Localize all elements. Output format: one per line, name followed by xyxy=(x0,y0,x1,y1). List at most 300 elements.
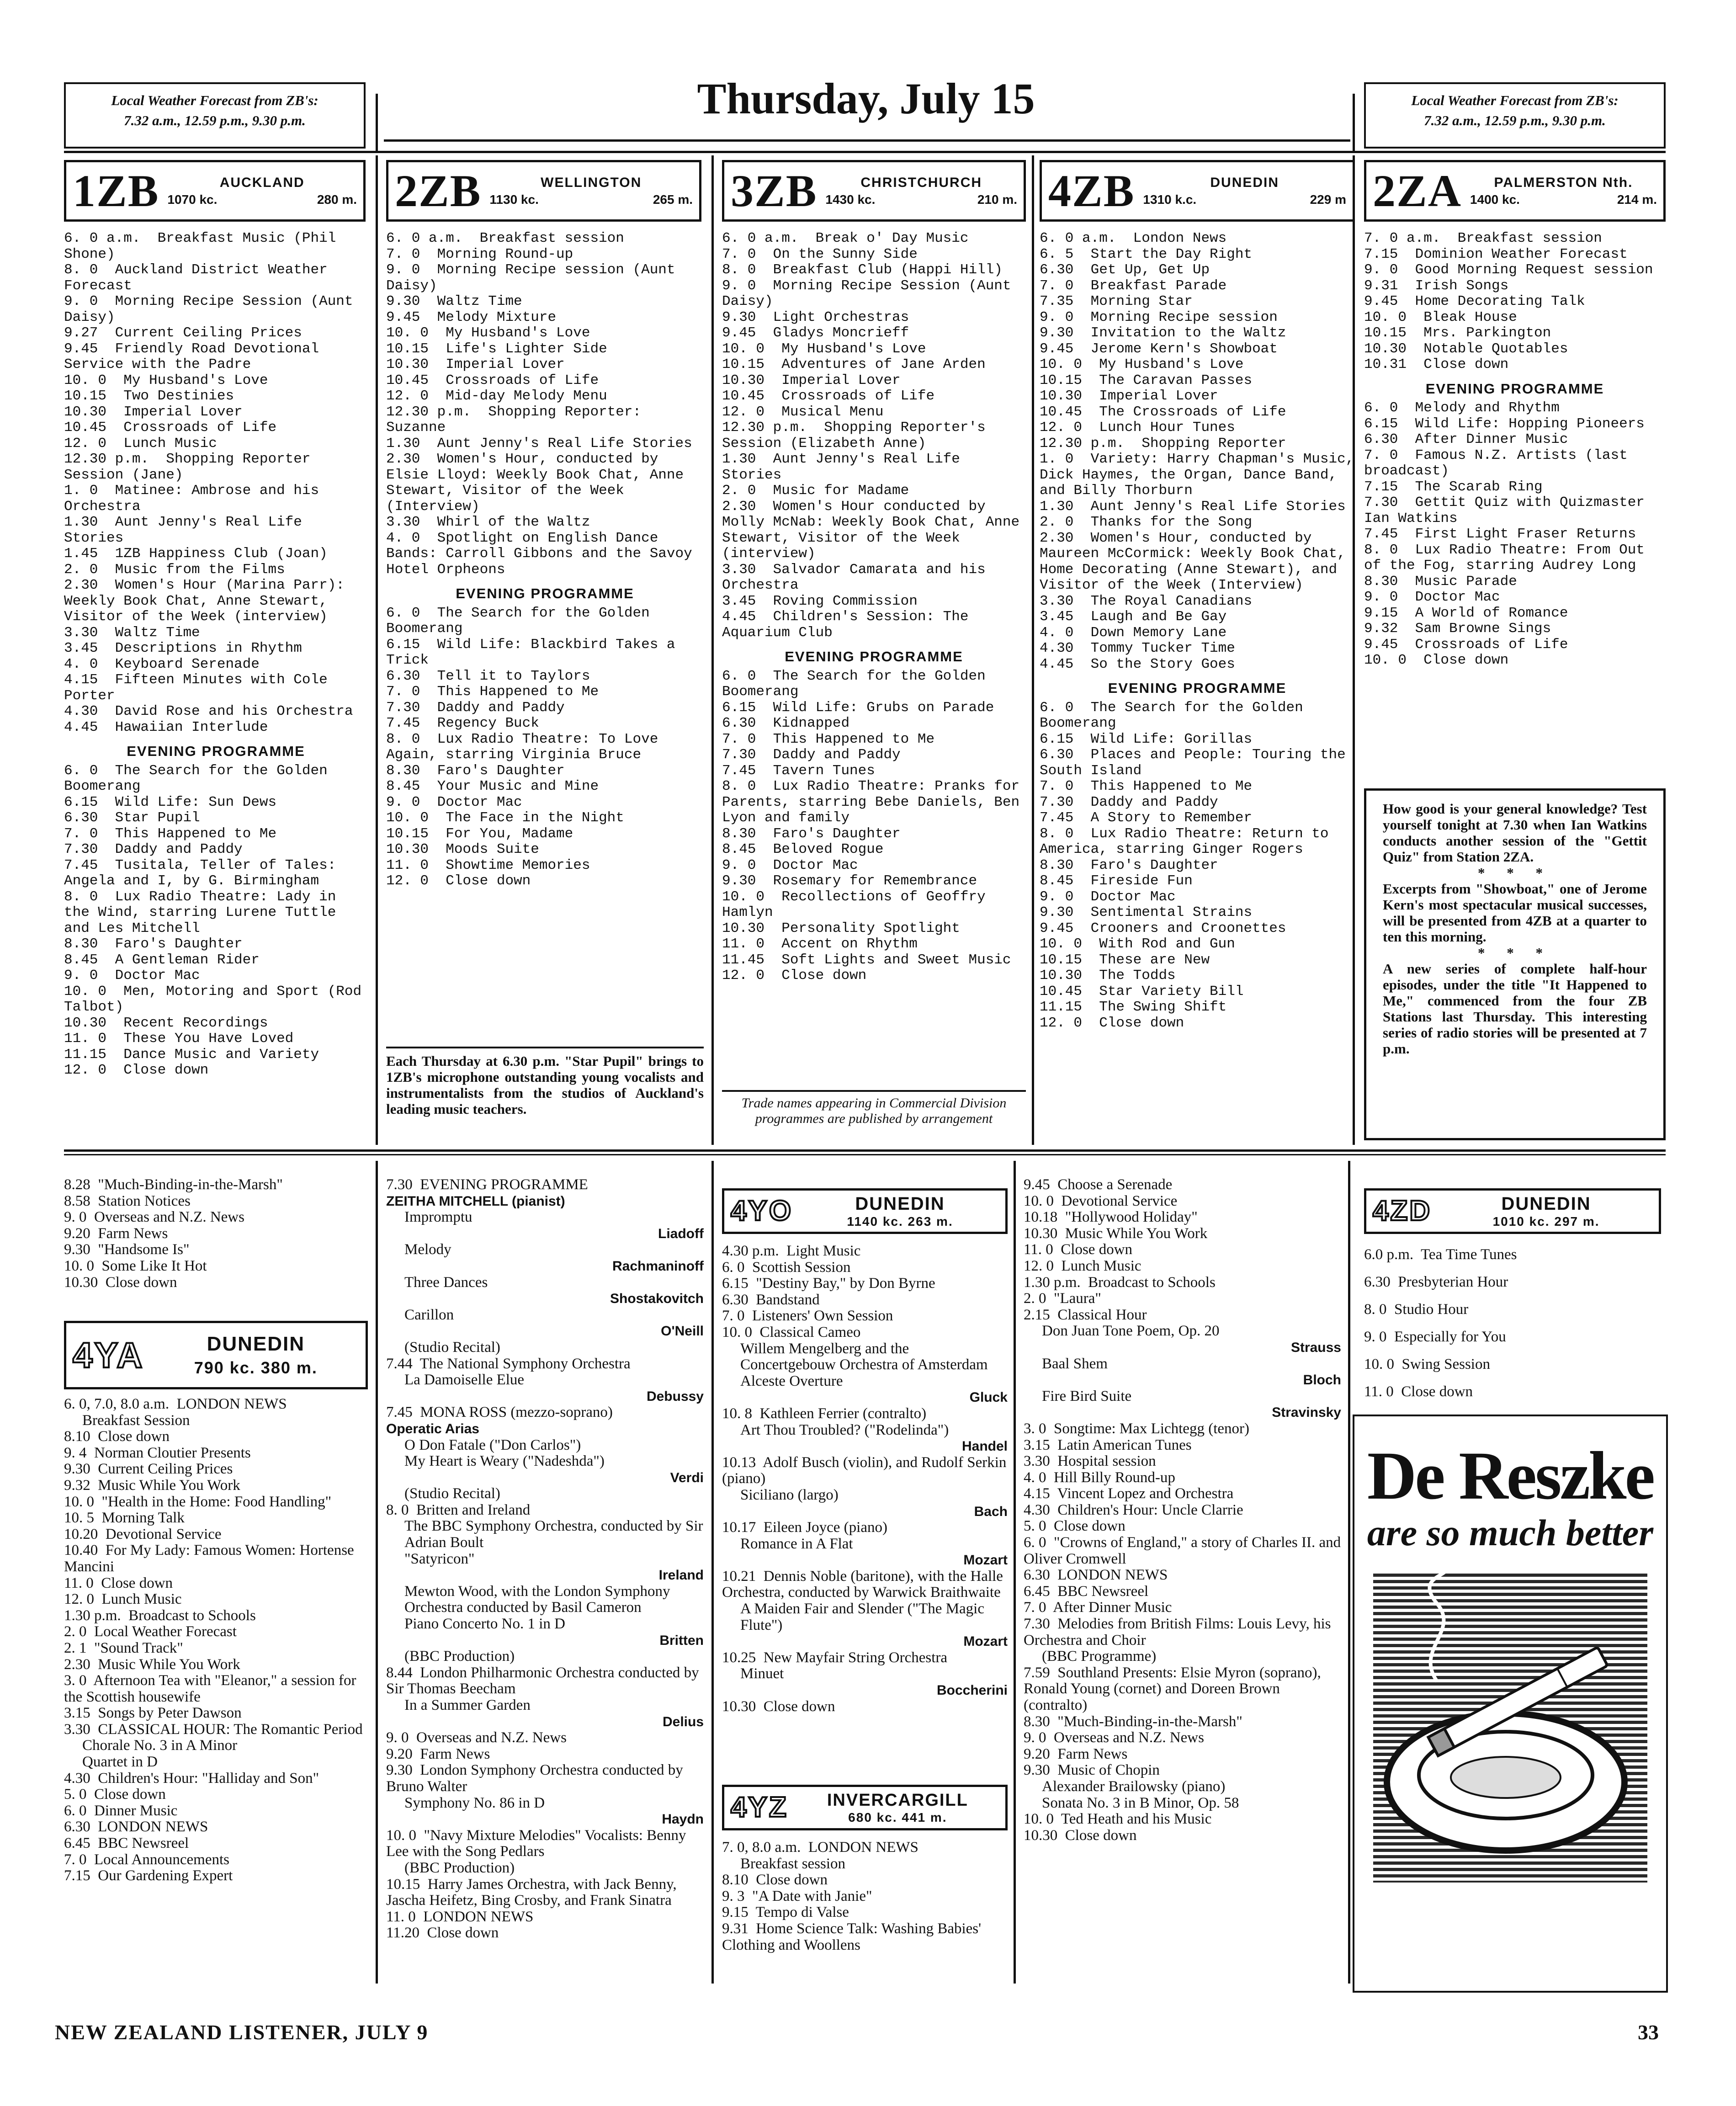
schedule-entry: 1. 0 Variety: Harry Chapman's Music, Dick Haymes, the Organ, Dance Band, and Billy Thorburn xyxy=(1040,451,1363,499)
schedule-4zd xyxy=(1364,1241,1661,1405)
schedule-entry: 5. 0 Close down xyxy=(64,1786,166,1803)
schedule-entry: 10. 0 Recollections of Geoffry Hamlyn xyxy=(722,888,994,920)
schedule-entry: 8.30 Faro's Daughter xyxy=(1040,857,1218,873)
station-callsign: 4YZ xyxy=(731,1792,788,1823)
composer-name: Rachmaninoff xyxy=(612,1258,704,1274)
schedule-entry: 9.30 London Symphony Orchestra conducted by Bruno Walter xyxy=(386,1762,687,1795)
schedule-entry: 10.15 For You, Madame xyxy=(386,825,573,842)
schedule-detail: Impromptu xyxy=(404,1209,472,1226)
schedule-entry: 12. 0 Close down xyxy=(722,968,867,984)
schedule-entry: 11. 0 LONDON NEWS xyxy=(386,1908,534,1925)
schedule-entry: 6.30 Kidnapped xyxy=(722,715,850,731)
schedule-entry: 9. 4 Norman Cloutier Presents xyxy=(64,1444,251,1461)
schedule-entry: 3.30 The Royal Canadians xyxy=(1040,593,1253,609)
schedule-entry: 10.45 Crossroads of Life xyxy=(722,388,935,404)
station-city: WELLINGTON xyxy=(541,175,642,190)
schedule-entry: 1.30 p.m. Broadcast to Schools xyxy=(64,1607,256,1624)
schedule-entry: 9.30 Light Orchestras xyxy=(722,309,909,325)
schedule-entry: 11.20 Close down xyxy=(386,1925,499,1941)
schedule-entry: 10. 0 Bleak House xyxy=(1364,309,1517,325)
schedule-entry: 8. 0 Breakfast Club (Happi Hill) xyxy=(722,262,1003,278)
schedule-entry: 6. 0 Dinner Music xyxy=(64,1802,178,1819)
schedule-entry: 10.15 Mrs. Parkington xyxy=(1364,325,1551,341)
schedule-entry: 7. 0 a.m. Breakfast session xyxy=(1364,230,1602,246)
schedule-detail: Three Dances xyxy=(404,1274,488,1291)
schedule-entry: 6. 0 Scottish Session xyxy=(722,1259,851,1276)
schedule-entry: 10. 0 Swing Session xyxy=(1364,1356,1490,1372)
composer-name: Haydn xyxy=(662,1812,704,1827)
schedule-entry: 7.45 First Light Fraser Returns xyxy=(1364,526,1636,542)
schedule-entry: 7.15 Dominion Weather Forecast xyxy=(1364,246,1628,262)
schedule-detail: Chorale No. 3 in A Minor xyxy=(82,1737,238,1754)
schedule-entry: 4.45 Children's Session: The Aquarium Club xyxy=(722,609,977,641)
station-box-4zd xyxy=(1364,1188,1661,1234)
schedule-entry: 6.45 BBC Newsreel xyxy=(64,1835,189,1852)
schedule-entry: 10.45 Crossroads of Life xyxy=(64,420,277,436)
station-box-4ya xyxy=(64,1321,368,1389)
schedule-entry: 11. 0 These You Have Loved xyxy=(64,1031,294,1047)
schedule-entry: 8. 0 Auckland District Weather Forecast xyxy=(64,262,336,294)
schedule-entry: 12. 0 Mid-day Melody Menu xyxy=(386,388,607,404)
note-separator: * * * xyxy=(1478,865,1552,881)
schedule-entry: 9.30 Sentimental Strains xyxy=(1040,904,1253,920)
schedule-entry: 12. 0 Close down xyxy=(386,873,531,889)
station-box-3zb xyxy=(722,160,1026,222)
schedule-entry: 2. 0 "Laura" xyxy=(1024,1290,1101,1307)
schedule-entry: 10. 0 With Rod and Gun xyxy=(1040,936,1235,952)
schedule-entry: 3.30 CLASSICAL HOUR: The Romantic Period xyxy=(64,1721,363,1738)
schedule-entry: 12. 0 Lunch Music xyxy=(1024,1257,1141,1274)
note-text: Trade names appearing in Commercial Division programmes are published by arrangement xyxy=(741,1096,1007,1126)
schedule-entry: 10.15 Life's Lighter Side xyxy=(386,340,607,357)
schedule-entry: 9. 0 Morning Recipe Session (Aunt Daisy) xyxy=(64,293,362,325)
schedule-3zb xyxy=(722,231,1026,984)
schedule-entry: 10.20 Devotional Service xyxy=(64,1526,222,1542)
schedule-detail: Willem Mengelberg and the Concertgebouw Orchestra of Amsterdam xyxy=(740,1340,988,1373)
schedule-detail: Baal Shem xyxy=(1042,1355,1108,1372)
schedule-entry: 1. 0 Matinee: Ambrose and his Orchestra xyxy=(64,483,328,515)
schedule-entry: 4.15 Vincent Lopez and Orchestra xyxy=(1024,1485,1234,1502)
schedule-entry: 7.30 EVENING PROGRAMME xyxy=(386,1176,588,1193)
schedule-detail: A Maiden Fair and Slender ("The Magic Flute") xyxy=(740,1601,988,1633)
schedule-2za xyxy=(1364,231,1666,669)
schedule-entry: 6. 0 "Crowns of England," a story of Charles II. and Oliver Cromwell xyxy=(1024,1534,1345,1567)
schedule-entry: 6.30 Star Pupil xyxy=(64,810,200,826)
schedule-detail: Breakfast session xyxy=(740,1855,846,1872)
schedule-entry: 8.30 Faro's Daughter xyxy=(386,762,565,779)
schedule-detail: "Satyricon" xyxy=(404,1550,475,1567)
schedule-entry: 9.45 Choose a Serenade xyxy=(1024,1176,1173,1193)
station-wavelength: 280 m. xyxy=(317,192,357,207)
schedule-entry: 6.0 p.m. Tea Time Tunes xyxy=(1364,1246,1517,1263)
schedule-detail: Romance in A Flat xyxy=(740,1535,853,1552)
section-rule xyxy=(64,1149,1666,1152)
schedule-entry: 9.45 Crooners and Croonettes xyxy=(1040,920,1286,936)
schedule-detail: Don Juan Tone Poem, Op. 20 xyxy=(1042,1323,1220,1340)
schedule-entry: 8.45 Fireside Fun xyxy=(1040,873,1193,889)
schedule-entry: 12. 0 Close down xyxy=(1040,1015,1184,1031)
schedule-entry: 9. 0 Doctor Mac xyxy=(722,857,858,873)
schedule-entry: 6.45 BBC Newsreel xyxy=(1024,1583,1149,1600)
schedule-entry: 4.30 Tommy Tucker Time xyxy=(1040,640,1235,656)
schedule-entry: 12. 0 Lunch Music xyxy=(64,1591,182,1608)
schedule-entry: 8.45 Beloved Rogue xyxy=(722,841,884,857)
station-callsign: 2ZA xyxy=(1373,165,1462,216)
schedule-entry: 4.30 Children's Hour: Uncle Clarrie xyxy=(1024,1501,1243,1518)
schedule-entry: 9.45 Gladys Moncrieff xyxy=(722,325,909,341)
schedule-entry: 6.30 LONDON NEWS xyxy=(64,1819,208,1835)
schedule-entry: 6.30 Tell it to Taylors xyxy=(386,668,590,684)
schedule-entry: 2.15 Classical Hour xyxy=(1024,1306,1147,1323)
schedule-entry: 2. 0 Local Weather Forecast xyxy=(64,1623,237,1640)
schedule-entry: 8.10 Close down xyxy=(722,1872,828,1888)
schedule-entry: 1.30 p.m. Broadcast to Schools xyxy=(1024,1274,1216,1291)
schedule-entry: 10.30 Personality Spotlight xyxy=(722,920,960,936)
schedule-entry: 9.15 A World of Romance xyxy=(1364,605,1568,621)
schedule-entry: 4. 0 Hill Billy Round-up xyxy=(1024,1469,1175,1486)
station-city: PALMERSTON Nth. xyxy=(1494,175,1633,190)
schedule-entry: 7. 0 On the Sunny Side xyxy=(722,246,918,262)
schedule-detail: Alceste Overture xyxy=(740,1372,843,1389)
schedule-entry: 7. 0 Morning Round-up xyxy=(386,246,573,262)
section-heading: EVENING PROGRAMME xyxy=(127,743,305,759)
station-city: INVERCARGILL xyxy=(827,1790,968,1810)
schedule-entry: 6.30 Get Up, Get Up xyxy=(1040,262,1210,278)
schedule-entry: 4.30 Children's Hour: "Halliday and Son" xyxy=(64,1770,319,1787)
schedule-entry: 1.30 Aunt Jenny's Real Life Stories xyxy=(1040,498,1346,515)
schedule-entry: 6.15 Wild Life: Gorillas xyxy=(1040,731,1253,747)
station-wavelength: 214 m. xyxy=(1617,192,1657,207)
schedule-entry: 11. 0 Accent on Rhythm xyxy=(722,936,918,952)
schedule-entry: 10.45 The Crossroads of Life xyxy=(1040,404,1286,420)
schedule-entry: 10.30 The Todds xyxy=(1040,968,1176,984)
schedule-entry: 1.30 Aunt Jenny's Real Life Stories xyxy=(722,451,969,483)
composer-name: Bach xyxy=(974,1504,1008,1519)
note-showboat: Excerpts from "Showboat," one of Jerome Kern's most spectacular musical successes, will be presented from 4ZB at a quarter to ten this morning. xyxy=(1383,881,1651,945)
schedule-entry: 9. 0 Morning Recipe session (Aunt Daisy) xyxy=(386,262,684,294)
schedule-entry: 10.30 Music While You Work xyxy=(1024,1225,1208,1242)
notes-box xyxy=(1364,788,1666,1140)
schedule-detail: (Studio Recital) xyxy=(404,1485,500,1502)
schedule-entry: 8.58 Station Notices xyxy=(64,1192,191,1209)
column-divider xyxy=(376,1161,378,1984)
schedule-detail: (Studio Recital) xyxy=(404,1339,500,1356)
header-rule xyxy=(384,139,1350,142)
schedule-entry: 6.30 After Dinner Music xyxy=(1364,431,1568,447)
schedule-entry: 10.30 Imperial Lover xyxy=(386,356,565,372)
schedule-detail: My Heart is Weary ("Nadeshda") xyxy=(404,1453,605,1470)
station-frequency: 1430 kc. xyxy=(825,192,876,207)
composer-name: Britten xyxy=(659,1633,704,1648)
schedule-1zb xyxy=(64,231,368,1079)
weather-forecast-label: Local Weather Forecast from ZB's: xyxy=(111,92,319,108)
schedule-entry: 9. 0 Doctor Mac xyxy=(386,794,522,810)
schedule-entry: 9. 0 Good Morning Request session xyxy=(1364,262,1653,278)
schedule-entry: 6. 5 Start the Day Right xyxy=(1040,246,1253,262)
schedule-entry: 10. 0 Men, Motoring and Sport (Rod Talbot) xyxy=(64,983,370,1015)
composer-name: Delius xyxy=(662,1714,704,1729)
schedule-entry: 9.30 Waltz Time xyxy=(386,293,522,309)
ad-brand-name: De Reszke xyxy=(1367,1438,1654,1514)
weather-forecast-times: 7.32 a.m., 12.59 p.m., 9.30 p.m. xyxy=(124,112,306,128)
weather-forecast-right xyxy=(1364,82,1666,149)
schedule-entry: 4.45 Hawaiian Interlude xyxy=(64,719,268,735)
schedule-entry: 10.17 Eileen Joyce (piano) xyxy=(722,1519,887,1536)
schedule-entry: 9.15 Tempo di Valse xyxy=(722,1904,849,1921)
station-box-4yo xyxy=(722,1188,1008,1234)
schedule-entry: 9. 0 Doctor Mac xyxy=(64,968,200,984)
schedule-entry: 10.40 For My Lady: Famous Women: Hortense Mancini xyxy=(64,1542,358,1575)
schedule-entry: 10.30 Recent Recordings xyxy=(64,1015,268,1031)
top-rule xyxy=(64,151,1666,153)
schedule-entry: 3.30 Salvador Camarata and his Orchestra xyxy=(722,561,994,593)
schedule-detail: Melody xyxy=(404,1241,451,1258)
station-callsign: 4ZB xyxy=(1048,165,1135,216)
schedule-entry: 1.45 1ZB Happiness Club (Joan) xyxy=(64,546,328,562)
schedule-entry: 10.30 Close down xyxy=(722,1698,835,1715)
schedule-entry: 7. 0, 8.0 a.m. LONDON NEWS xyxy=(722,1839,918,1856)
schedule-entry: 10. 5 Morning Talk xyxy=(64,1510,185,1526)
station-wavelength: 265 m. xyxy=(653,192,693,207)
weather-forecast-label: Local Weather Forecast from ZB's: xyxy=(1411,92,1619,108)
schedule-entry: 9.20 Farm News xyxy=(386,1745,490,1762)
schedule-entry: 7.30 Gettit Quiz with Quizmaster Ian Watkins xyxy=(1364,495,1653,526)
station-city: AUCKLAND xyxy=(219,175,305,190)
schedule-entry: 9. 0 Morning Recipe session xyxy=(1040,309,1278,325)
schedule-entry: 10.45 Star Variety Bill xyxy=(1040,983,1244,1000)
schedule-entry: 7.45 MONA ROSS (mezzo-soprano) xyxy=(386,1404,613,1421)
schedule-entry: 10. 0 Ted Heath and his Music xyxy=(1024,1811,1212,1828)
schedule-entry: 10. 8 Kathleen Ferrier (contralto) xyxy=(722,1405,927,1422)
schedule-entry: 7. 0 Listeners' Own Session xyxy=(722,1308,893,1324)
schedule-entry: 11. 0 Close down xyxy=(1364,1383,1473,1400)
schedule-entry: 10.15 The Caravan Passes xyxy=(1040,372,1253,388)
schedule-detail: The BBC Symphony Orchestra, conducted by Sir Adrian Boult xyxy=(404,1518,706,1551)
composer-name: Stravinsky xyxy=(1272,1405,1341,1420)
schedule-entry: 4.15 Fifteen Minutes with Cole Porter xyxy=(64,672,336,704)
station-frequency: 1310 k.c. xyxy=(1143,192,1197,207)
schedule-detail: La Damoiselle Elue xyxy=(404,1372,525,1388)
schedule-entry: 9.45 Crossroads of Life xyxy=(1364,636,1568,653)
schedule-entry: 3.30 Hospital session xyxy=(1024,1453,1156,1470)
composer-name: Boccherini xyxy=(936,1683,1008,1698)
note-text: Each Thursday at 6.30 p.m. "Star Pupil" brings to 1ZB's microphone outstanding young vocalists and instrumentalists from the studios of Auckland's leading music teachers. xyxy=(386,1053,707,1117)
schedule-entry: 9. 0 Overseas and N.Z. News xyxy=(64,1209,244,1226)
schedule-entry: 11. 0 Showtime Memories xyxy=(386,857,590,873)
schedule-entry: 10.15 Adventures of Jane Arden xyxy=(722,356,986,372)
schedule-entry: 11.15 Dance Music and Variety xyxy=(64,1046,319,1063)
schedule-entry: 8.45 Your Music and Mine xyxy=(386,778,599,794)
schedule-detail: (BBC Production) xyxy=(404,1648,515,1665)
station-frequency: 1130 kc. xyxy=(489,192,539,207)
schedule-entry: 10. 0 Some Like It Hot xyxy=(64,1257,207,1274)
station-frequency: 1400 kc. xyxy=(1470,192,1520,207)
schedule-entry: 3. 0 Songtime: Max Lichtegg (tenor) xyxy=(1024,1420,1249,1437)
schedule-entry: 10.30 Moods Suite xyxy=(386,841,539,857)
schedule-entry: 10. 0 My Husband's Love xyxy=(1040,356,1244,372)
schedule-entry: 10.25 New Mayfair String Orchestra xyxy=(722,1649,948,1666)
schedule-entry: 10.30 Imperial Lover xyxy=(64,404,243,420)
schedule-detail: (BBC Programme) xyxy=(1042,1648,1157,1665)
schedule-entry: 10. 0 My Husband's Love xyxy=(722,340,926,357)
schedule-entry: 10. 0 My Husband's Love xyxy=(64,372,268,388)
composer-name: Verdi xyxy=(670,1470,704,1485)
note-gettit-quiz: How good is your general knowledge? Test yourself tonight at 7.30 when Ian Watkins conducts another session of the "Gettit Quiz" from Station 2ZA. xyxy=(1383,801,1651,865)
station-callsign: 3ZB xyxy=(731,165,818,216)
composer-name: Mozart xyxy=(963,1634,1008,1649)
section-heading: EVENING PROGRAMME xyxy=(456,585,634,601)
schedule-entry: 9.45 Friendly Road Devotional Service with the Padre xyxy=(64,340,328,372)
station-frequency: 1010 kc. 297 m. xyxy=(1492,1214,1600,1228)
schedule-entry: 2.30 Music While You Work xyxy=(64,1656,240,1673)
schedule-entry: 6.15 Wild Life: Blackbird Takes a Trick xyxy=(386,636,684,668)
column-divider xyxy=(1032,155,1034,1145)
schedule-detail: Siciliano (largo) xyxy=(740,1486,839,1503)
station-frequency: 790 kc. 380 m. xyxy=(194,1358,318,1377)
schedule-entry: 9.32 Music While You Work xyxy=(64,1477,240,1494)
column-divider xyxy=(1014,1161,1016,1984)
station-callsign: 4YA xyxy=(73,1335,144,1375)
schedule-entry: 6. 0 a.m. London News xyxy=(1040,230,1227,246)
schedule-entry: 5. 0 Close down xyxy=(1024,1518,1125,1535)
schedule-entry: 10.30 Close down xyxy=(1024,1827,1137,1844)
schedule-entry: 9.20 Farm News xyxy=(64,1225,168,1242)
schedule-entry: 7.30 Daddy and Paddy xyxy=(64,841,243,857)
schedule-continued xyxy=(64,1177,366,1291)
station-frequency: 680 kc. 441 m. xyxy=(848,1810,947,1824)
schedule-entry: 7. 0 Famous N.Z. Artists (last broadcast) xyxy=(1364,447,1636,479)
schedule-entry: 6. 0 a.m. Breakfast session xyxy=(386,230,624,246)
schedule-entry: 4. 0 Spotlight on English Dance Bands: Carroll Gibbons and the Savoy Hotel Orpheons xyxy=(386,530,701,578)
schedule-entry: 3.45 Roving Commission xyxy=(722,593,918,609)
station-city: DUNEDIN xyxy=(1210,175,1279,190)
note-star-pupil xyxy=(386,1047,707,1138)
schedule-entry: 11.45 Soft Lights and Sweet Music xyxy=(722,952,1011,968)
schedule-detail: Art Thou Troubled? ("Rodelinda") xyxy=(740,1421,949,1438)
station-city: DUNEDIN xyxy=(1501,1193,1591,1214)
schedule-entry: 6. 0 The Search for the Golden Boomerang xyxy=(1040,699,1312,731)
station-city: CHRISTCHURCH xyxy=(860,175,982,190)
schedule-entry: 3.15 Songs by Peter Dawson xyxy=(64,1705,242,1722)
schedule-entry: 12.30 p.m. Shopping Reporter's Session (Elizabeth Anne) xyxy=(722,420,994,452)
station-callsign: 4ZD xyxy=(1373,1195,1432,1227)
station-frequency: 1070 kc. xyxy=(167,192,218,207)
schedule-detail: In a Summer Garden xyxy=(404,1697,531,1713)
schedule-4yz xyxy=(722,1840,1008,1953)
schedule-entry: 6. 0 Melody and Rhythm xyxy=(1364,400,1560,416)
section-heading: EVENING PROGRAMME xyxy=(1108,680,1287,696)
schedule-entry: 1.30 Aunt Jenny's Real Life Stories xyxy=(64,514,311,546)
schedule-entry: 10.13 Adolf Busch (violin), and Rudolf Serkin (piano) xyxy=(722,1454,1010,1487)
schedule-entry: 6. 0 The Search for the Golden Boomerang xyxy=(386,605,658,637)
performer-heading: ZEITHA MITCHELL (pianist) xyxy=(386,1193,565,1209)
note-trade-names xyxy=(722,1090,1026,1140)
ashtray-cigarette-illustration xyxy=(1369,1567,1652,1887)
schedule-detail: Quartet in D xyxy=(82,1754,158,1771)
schedule-entry: 8. 0 Lux Radio Theatre: Lady in the Wind, starring Lurene Tuttle and Les Mitchell xyxy=(64,888,345,936)
schedule-entry: 8.30 "Much-Binding-in-the-Marsh" xyxy=(1024,1713,1242,1730)
schedule-entry: 6.15 Wild Life: Hopping Pioneers xyxy=(1364,415,1645,432)
schedule-entry: 10. 0 "Health in the Home: Food Handling" xyxy=(64,1493,332,1510)
schedule-entry: 8.28 "Much-Binding-in-the-Marsh" xyxy=(64,1176,283,1193)
schedule-entry: 12.30 p.m. Shopping Reporter xyxy=(1040,435,1286,452)
schedule-entry: 2.30 Women's Hour, conducted by Elsie Lloyd: Weekly Book Chat, Anne Stewart, Visitor of the Week (Interview) xyxy=(386,451,692,515)
schedule-entry: 7.35 Morning Star xyxy=(1040,293,1193,309)
station-city: DUNEDIN xyxy=(207,1333,305,1355)
schedule-detail: O Don Fatale ("Don Carlos") xyxy=(404,1436,581,1453)
schedule-4ya xyxy=(64,1396,368,1884)
station-box-2za xyxy=(1364,160,1666,222)
schedule-entry: 9.20 Farm News xyxy=(1024,1745,1128,1762)
schedule-entry: 9. 0 Morning Recipe Session (Aunt Daisy) xyxy=(722,277,1020,309)
column-divider xyxy=(711,1161,714,1984)
schedule-entry: 8.44 London Philharmonic Orchestra conducted by Sir Thomas Beecham xyxy=(386,1664,703,1697)
schedule-entry: 2.30 Women's Hour, conducted by Maureen McCormick: Weekly Book Chat, Home Decorating (Anne Stewart), and Visitor of the Week (Interview) xyxy=(1040,530,1354,593)
schedule-detail: Piano Concerto No. 1 in D xyxy=(404,1616,565,1633)
composer-name: Ireland xyxy=(658,1568,704,1583)
composer-name: O'Neill xyxy=(661,1324,704,1339)
header-divider xyxy=(1353,94,1355,153)
composer-name: Handel xyxy=(961,1439,1008,1454)
station-callsign: 4YO xyxy=(731,1195,793,1227)
schedule-entry: 10.18 "Hollywood Holiday" xyxy=(1024,1209,1198,1226)
schedule-entry: 12. 0 Musical Menu xyxy=(722,404,884,420)
schedule-entry: 6.30 Presbyterian Hour xyxy=(1364,1274,1508,1290)
schedule-entry: 10.21 Dennis Noble (baritone), with the Halle Orchestra, conducted by Warwick Braithwaite xyxy=(722,1568,1007,1601)
schedule-entry: 10. 0 Close down xyxy=(1364,652,1509,668)
schedule-entry: 7. 0 This Happened to Me xyxy=(386,684,599,700)
schedule-entry: 10. 0 The Face in the Night xyxy=(386,810,624,826)
schedule-entry: 7. 0 This Happened to Me xyxy=(722,731,935,747)
schedule-entry: 7. 0 Local Announcements xyxy=(64,1851,230,1868)
schedule-entry: 3. 0 Afternoon Tea with "Eleanor," a session for the Scottish housewife xyxy=(64,1672,360,1705)
schedule-entry: 2. 0 Music from the Films xyxy=(64,561,285,578)
schedule-entry: 8. 0 Britten and Ireland xyxy=(386,1501,531,1518)
schedule-entry: 9. 0 Doctor Mac xyxy=(1364,589,1500,605)
station-box-2zb xyxy=(386,160,701,222)
schedule-entry: 10.30 Imperial Lover xyxy=(1040,388,1218,404)
schedule-entry: 6.30 Bandstand xyxy=(722,1291,820,1308)
schedule-entry: 9. 0 Especially for You xyxy=(1364,1329,1506,1345)
schedule-entry: 7.45 A Story to Remember xyxy=(1040,810,1253,826)
schedule-entry: 10.30 Imperial Lover xyxy=(722,372,901,388)
schedule-entry: 9.31 Home Science Talk: Washing Babies' Clothing and Woollens xyxy=(722,1920,985,1953)
column-divider xyxy=(376,155,378,1145)
schedule-entry: 3.45 Descriptions in Rhythm xyxy=(64,640,302,656)
schedule-entry: 7.44 The National Symphony Orchestra xyxy=(386,1355,631,1372)
schedule-entry: 7.45 Tusitala, Teller of Tales: Angela and I, by G. Birmingham xyxy=(64,857,345,889)
schedule-entry: 10. 0 Devotional Service xyxy=(1024,1192,1178,1209)
schedule-entry: 6.15 "Destiny Bay," by Don Byrne xyxy=(722,1275,935,1292)
schedule-entry: 10.30 Close down xyxy=(64,1274,177,1291)
weather-forecast-left xyxy=(64,82,366,149)
schedule-detail: Alexander Brailowsky (piano) xyxy=(1042,1778,1226,1795)
composer-name: Liadoff xyxy=(658,1226,704,1241)
schedule-entry: 7.30 Daddy and Paddy xyxy=(1040,794,1218,810)
schedule-entry: 12. 0 Close down xyxy=(64,1062,209,1078)
schedule-entry: 6. 0 a.m. Breakfast Music (Phil Shone) xyxy=(64,230,345,262)
schedule-detail: Minuet xyxy=(740,1665,784,1682)
schedule-detail: (BBC Production) xyxy=(404,1859,515,1876)
station-wavelength: 210 m. xyxy=(977,192,1017,207)
schedule-entry: 10.15 These are New xyxy=(1040,952,1210,968)
composer-name: Strauss xyxy=(1290,1340,1341,1355)
composer-name: Debussy xyxy=(646,1388,704,1404)
schedule-2zb xyxy=(386,231,704,889)
schedule-entry: 3.30 Waltz Time xyxy=(64,624,200,641)
schedule-entry: 7.30 Daddy and Paddy xyxy=(722,747,901,763)
schedule-entry: 9.30 "Handsome Is" xyxy=(64,1241,190,1258)
